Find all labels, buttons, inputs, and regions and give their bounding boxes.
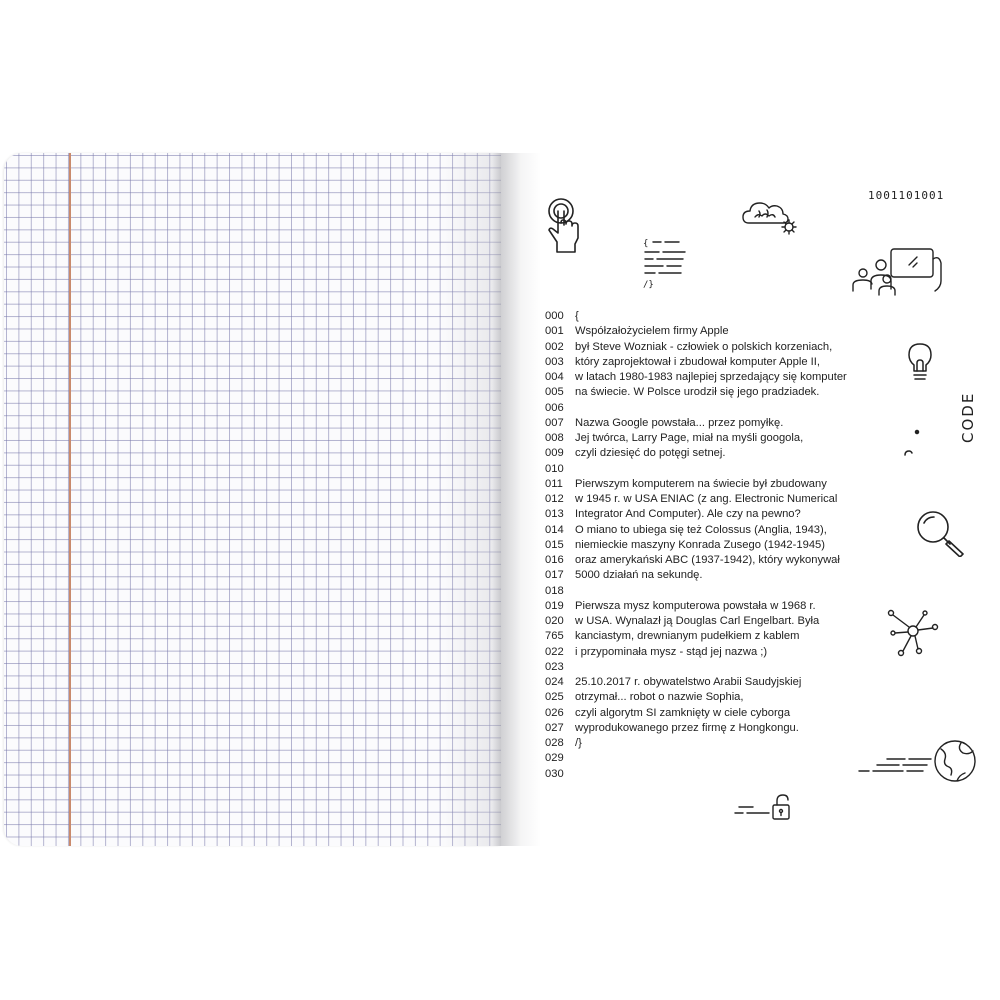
code-line: [545, 690, 845, 705]
line-number: 027: [545, 721, 564, 734]
lightbulb-icon: [905, 341, 935, 383]
line-number: 016: [545, 554, 564, 566]
line-number: 007: [545, 416, 564, 429]
line-text: [575, 462, 845, 477]
line-text: w latach 1980-1983 najlepiej sprzedający się komputer: [575, 371, 847, 383]
gutter-shadow: [501, 153, 541, 846]
line-number: 030: [545, 767, 564, 780]
code-line: [545, 401, 845, 416]
line-text: O miano to ubiega się też Colossus (Anglia, 1943),: [575, 523, 827, 536]
grid-page: [4, 153, 501, 846]
line-text: 5000 działań na sekundę.: [575, 569, 703, 582]
cloud-brain-icon: [741, 197, 801, 237]
touch-hand-icon: [547, 197, 587, 255]
code-listing: [545, 309, 845, 782]
line-text: Jej twórca, Larry Page, miał na myśli googola,: [575, 432, 804, 444]
line-number: 005: [545, 386, 564, 399]
code-label: CODE: [959, 391, 977, 443]
network-nodes-icon: [885, 607, 941, 657]
line-text: czyli algorytm SI zamknięty w ciele cyborga: [575, 706, 791, 719]
code-line: [545, 385, 845, 400]
line-text: i przypominała mysz - stąd jej nazwa ;): [575, 645, 768, 658]
line-text: na świecie. W Polsce urodził się jego pradziadek.: [575, 386, 820, 399]
code-line: [545, 553, 845, 568]
line-number: 008: [545, 432, 564, 444]
line-number: 006: [545, 401, 564, 414]
line-text: który zaprojektował i zbudował komputer Apple II,: [575, 355, 821, 368]
line-number: 017: [545, 569, 564, 582]
code-line: [545, 721, 845, 736]
line-number: 013: [545, 508, 564, 521]
line-number: 009: [545, 447, 564, 460]
line-number: 020: [545, 615, 564, 627]
line-text: otrzymał... robot o nazwie Sophia,: [575, 691, 744, 704]
code-line: [545, 355, 845, 370]
code-line: [545, 370, 845, 385]
line-number: 000: [545, 310, 564, 322]
code-document-icon: [643, 237, 689, 289]
unlock-padlock-icon: [733, 793, 793, 821]
code-line: [545, 462, 845, 477]
globe-speed-icon: [857, 737, 979, 785]
line-text: był Steve Wozniak - człowiek o polskich korzeniach,: [575, 340, 833, 353]
video-call-tablet-icon: [851, 245, 947, 299]
code-line: [545, 584, 845, 599]
gutter-shadow: [441, 153, 501, 846]
line-text: kanciastym, drewnianym pudełkiem z kablem: [575, 630, 800, 643]
line-text: Nazwa Google powstała... przez pomyłkę.: [575, 416, 784, 429]
decorative-dots-icon: [903, 429, 923, 459]
line-text: Współzałożycielem firmy Apple: [575, 325, 729, 338]
line-text: [575, 767, 845, 782]
code-line: [545, 538, 845, 553]
line-number: 019: [545, 599, 564, 612]
line-number: 004: [545, 371, 564, 383]
line-text: [575, 401, 845, 416]
code-line: [545, 416, 845, 431]
line-text: [575, 660, 845, 675]
line-text: [575, 751, 845, 766]
line-number: 003: [545, 355, 564, 368]
code-line: [545, 751, 845, 766]
line-number: 023: [545, 660, 564, 673]
code-line: [545, 309, 845, 324]
line-number: 001: [545, 325, 564, 338]
line-number: 012: [545, 493, 564, 505]
code-line: [545, 599, 845, 614]
code-page: [501, 153, 1000, 846]
code-line: [545, 523, 845, 538]
line-number: 022: [545, 645, 564, 658]
code-line: [545, 645, 845, 660]
code-line: [545, 736, 845, 751]
code-line: [545, 431, 845, 446]
binary-text: 1001101001: [868, 189, 945, 202]
line-number: 011: [545, 477, 563, 490]
line-number: 029: [545, 752, 564, 765]
svg-text:{: {: [643, 239, 649, 249]
line-number: 010: [545, 462, 564, 475]
code-line: [545, 477, 845, 492]
svg-text:/}: /}: [643, 280, 654, 289]
code-line: [545, 767, 845, 782]
line-text: /}: [575, 737, 582, 749]
line-number: 024: [545, 676, 564, 688]
line-text: w 1945 r. w USA ENIAC (z ang. Electronic Numerical: [575, 493, 838, 505]
code-line: [545, 660, 845, 675]
line-text: Integrator And Computer). Ale czy na pewno?: [575, 508, 801, 521]
code-line: [545, 706, 845, 721]
code-line: [545, 324, 845, 339]
line-text: w USA. Wynalazł ją Douglas Carl Engelbart. Była: [575, 615, 820, 627]
line-text: oraz amerykański ABC (1937-1942), który wykonywał: [575, 554, 840, 566]
line-number: 026: [545, 706, 564, 719]
code-line: [545, 675, 845, 690]
code-line: [545, 492, 845, 507]
line-number: 014: [545, 523, 564, 536]
line-number: 028: [545, 737, 564, 749]
line-text: czyli dziesięć do potęgi setnej.: [575, 447, 726, 460]
code-line: [545, 446, 845, 461]
line-text: Pierwsza mysz komputerowa powstała w 1968 r.: [575, 599, 816, 612]
code-line: [545, 629, 845, 644]
magnifier-icon: [915, 509, 967, 557]
margin-line: [69, 153, 71, 846]
code-line: [545, 507, 845, 522]
code-line: [545, 568, 845, 583]
line-text: {: [575, 310, 579, 322]
line-number: 002: [545, 340, 564, 353]
line-text: Pierwszym komputerem na świecie był zbudowany: [575, 477, 827, 490]
line-text: niemieckie maszyny Konrada Zusego (1942-1945): [575, 538, 825, 551]
line-number: 765: [545, 630, 564, 643]
line-number: 018: [545, 584, 564, 597]
code-line: [545, 340, 845, 355]
line-text: wyprodukowanego przez firmę z Hongkongu.: [575, 721, 799, 734]
line-number: 025: [545, 691, 564, 704]
line-number: 015: [545, 538, 564, 551]
code-line: [545, 614, 845, 629]
line-text: 25.10.2017 r. obywatelstwo Arabii Saudyjskiej: [575, 676, 802, 688]
line-text: [575, 584, 845, 599]
